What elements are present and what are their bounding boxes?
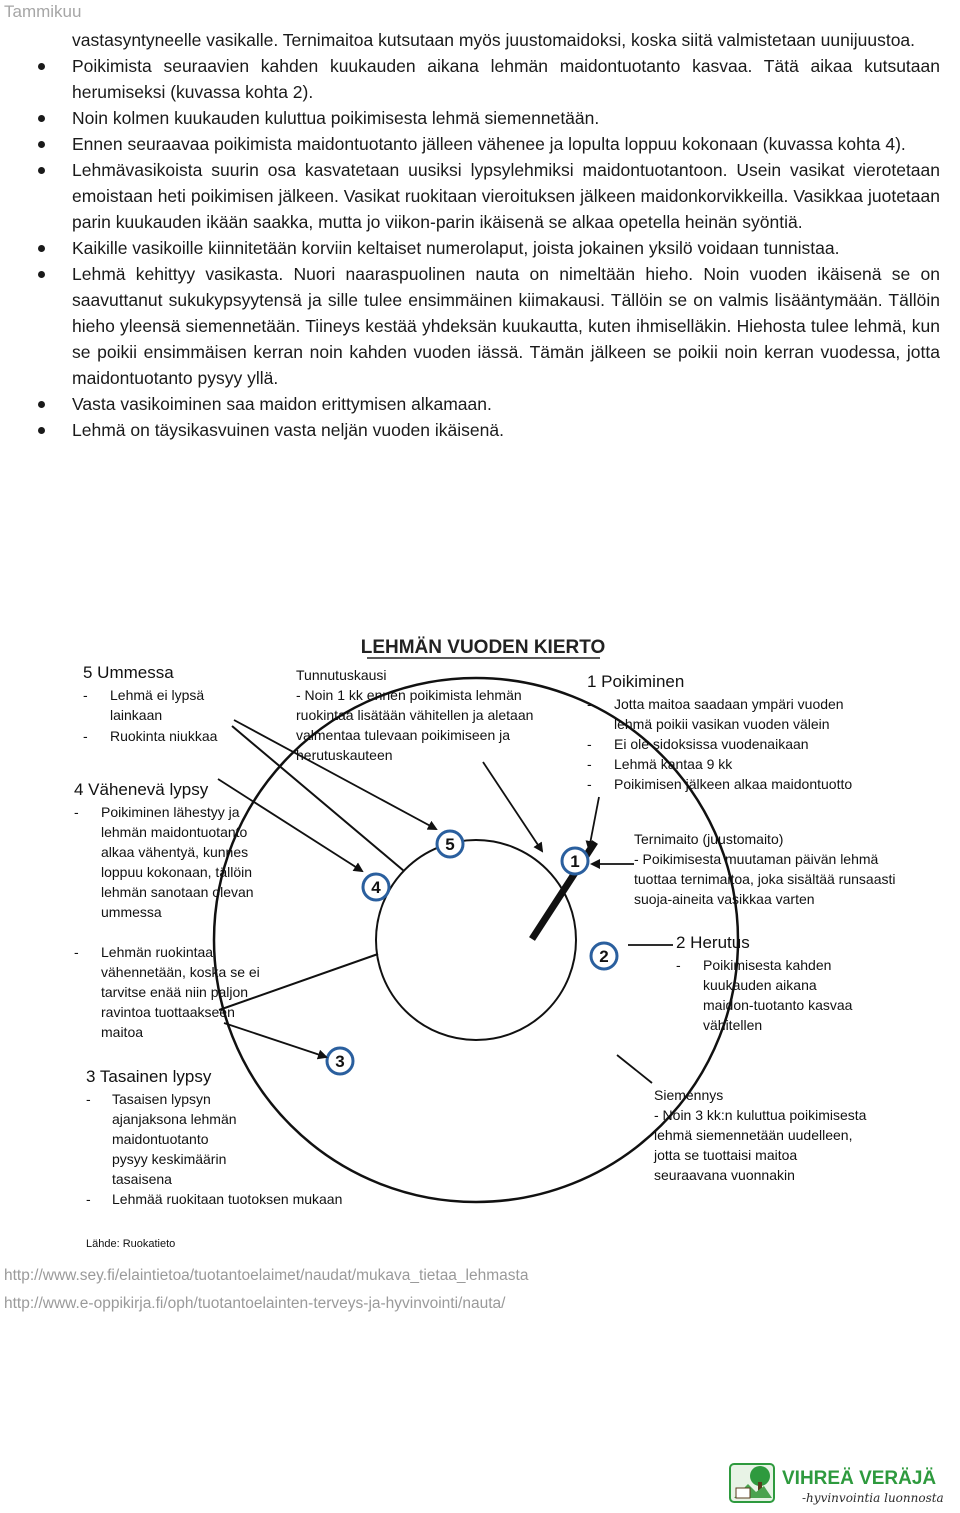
diagram-title: LEHMÄN VUODEN KIERTO	[360, 637, 606, 658]
bullet-item: Poikimista seuraavien kahden kuukauden aikana lehmän maidontuotanto kasvaa. Tätä aikaa kutsutaan herumiseksi (kuvassa kohta 2).	[72, 53, 940, 105]
siemennys-callout	[653, 1087, 867, 1183]
phase-1-callout	[587, 672, 852, 792]
cow-year-cycle-diagram	[0, 625, 960, 1265]
bullet-item: Kaikille vasikoille kiinnitetään korviin keltaiset numerolaput, joista jokainen yksilö voidaan tunnistaa.	[72, 235, 940, 261]
marker-1	[562, 848, 588, 874]
intro-paragraph: vastasyntyneelle vasikalle. Ternimaitoa kutsutaan myös juustomaidoksi, koska siitä valmistetaan uunijuustoa.	[72, 30, 916, 50]
vihrea-veraja-logo	[728, 1458, 954, 1508]
bullet-item: Lehmä kehittyy vasikasta. Nuori naaraspuolinen nauta on nimeltään hieho. Noin vuoden ikäisenä se on saavuttanut sukukypsyytensä ja sille tulee ensimmäinen kiimakausi. Tällöin se on valmis lisääntymään. Tällöin hieho yleensä siemennetään. Tiineys kestää yhdeksän kuukautta, kuten ihmiselläkin. Hiehosta tulee lehmä, kun se poikii ensimmäisen kerran noin kahden vuoden iässä. Tämän jälkeen se poikii noin kerran vuodessa, jotta maidontuotanto pysyy yllä.	[72, 261, 940, 391]
bullet-item: Lehmä on täysikasvuinen vasta neljän vuoden ikäisenä.	[72, 417, 940, 443]
svg-text:5: 5	[445, 835, 455, 854]
svg-text:5 Ummessa: 5 Ummessa	[83, 663, 174, 682]
source-link[interactable]: http://www.e-oppikirja.fi/oph/tuotantoelainten-terveys-ja-hyvinvointi/nauta/	[4, 1295, 506, 1312]
svg-text:Siemennys: Siemennys	[654, 1087, 724, 1103]
svg-text:- Lehmä ei lypsälainka: - Lehmä ei lypsä lainkaan - Ruokinta niukkaa	[83, 687, 218, 744]
svg-text:1 Poikiminen: 1 Poikiminen	[587, 672, 685, 691]
svg-text:3 Tasainen lypsy: 3 Tasainen lypsy	[86, 1067, 212, 1086]
svg-text:- Noin 3 kk:n kuluttua poikimi: - Noin 3 kk:n kuluttua poikimisesta lehmä siemennetään uudelleen, jotta se tuottaisi maitoa seuraavana vuonnakin	[654, 1107, 867, 1183]
phase-3-callout	[86, 1067, 342, 1250]
phase-5-callout	[83, 663, 218, 744]
inner-circle	[376, 840, 576, 1040]
source-link[interactable]: http://www.sey.fi/elaintietoa/tuotantoelaimet/naudat/mukava_tietaa_lehmasta	[4, 1267, 529, 1284]
marker-3	[327, 1048, 353, 1074]
svg-text:- Poikiminen lähestyy: - Poikiminen lähestyy ja lehmän maidontuotanto alkaa vähentyä, kunnes loppuu kokonaan, tällöin lehmän sanotaan olevan ummessa - Lehmän ruokintaa vähennetään, koska se ei tarvitse enää niin paljon ravintoa tuottaakseen maitoa	[74, 804, 260, 1040]
svg-text:- Noin 1 kk ennen poikimista l: - Noin 1 kk ennen poikimista lehmän ruokintaa lisätään vähitellen ja aletaan valmentaa tulevaan poikimiseen ja herutuskauteen	[296, 687, 534, 763]
svg-text:- Poikimisesta kahdenk: - Poikimisesta kahden kuukauden aikana maidon-tuotanto kasvaa vähitellen	[676, 957, 853, 1033]
tunnutuskausi-callout	[296, 667, 533, 763]
svg-text:- Tasaisen lypsynajanj: - Tasaisen lypsyn ajanjaksona lehmän maidontuotanto pysyy keskimäärin tasaisena - Lehmää ruokitaan tuotoksen mukaan	[86, 1091, 343, 1207]
bullet-item: Noin kolmen kuukauden kuluttua poikimisesta lehmä siemennetään.	[72, 105, 940, 131]
svg-text:- Poikimisesta muutaman päivän: - Poikimisesta muutaman päivän lehmä tuottaa ternimaitoa, joka sisältää runsaasti suoja-aineita vasikkaa varten	[634, 851, 896, 907]
svg-text:- Jotta maitoa saadaan: - Jotta maitoa saadaan ympäri vuoden lehmä poikii vasikan vuoden välein - Ei ole sidoksissa vuodenaikaan - Lehmä kantaa 9 kk - Poikimisen jälkeen alkaa maidontuotto	[587, 696, 853, 792]
phase-2-callout	[676, 933, 853, 1033]
arrow-siemennys	[617, 1055, 652, 1083]
ternimaito-callout	[634, 831, 895, 907]
svg-text:2 Herutus: 2 Herutus	[676, 933, 750, 952]
logo-name: VIHREÄ VERÄJÄ	[782, 1468, 937, 1489]
marker-4	[363, 874, 389, 900]
header-note: Tammikuu	[4, 2, 82, 21]
arrow-poikiminen	[589, 797, 599, 849]
svg-text:Ternimaito (juustomaito): Ternimaito (juustomaito)	[634, 831, 784, 847]
logo-graphic	[728, 1458, 954, 1508]
diagram-source: Lähde: Ruokatieto	[86, 1238, 176, 1250]
arrow-tunnutuskausi	[483, 762, 542, 851]
svg-text:3: 3	[335, 1052, 345, 1071]
svg-text:Tunnutuskausi: Tunnutuskausi	[296, 667, 387, 683]
marker-2	[591, 943, 617, 969]
segment-divider	[219, 954, 378, 1010]
svg-text:4 Vähenevä lypsy: 4 Vähenevä lypsy	[74, 780, 209, 799]
svg-text:4: 4	[371, 878, 381, 897]
svg-text:2: 2	[599, 947, 609, 966]
body-text	[72, 27, 940, 443]
logo-tagline: -hyvinvointia luonnosta	[802, 1491, 944, 1505]
phase-4-callout	[74, 780, 260, 1040]
marker-5	[437, 831, 463, 857]
bullet-item: Ennen seuraavaa poikimista maidontuotanto jälleen vähenee ja lopulta loppuu kokonaan (kuvassa kohta 4).	[72, 131, 940, 157]
cycle-diagram-svg	[0, 625, 960, 1265]
bullet-item: Vasta vasikoiminen saa maidon erittymisen alkamaan.	[72, 391, 940, 417]
svg-text:1: 1	[570, 852, 580, 871]
bullet-item: Lehmävasikoista suurin osa kasvatetaan uusiksi lypsylehmiksi maidontuotantoon. Usein vasikat vierotetaan emoistaan heti poikimisen jälkeen. Vasikat ruokitaan vieroituksen jälkeen maidonkorvikkeilla. Vasikkaa juotetaan parin kuukauden ikään saakka, mutta jo viikon-parin ikäisenä se alkaa opetella heinän syöntiä.	[72, 157, 940, 235]
